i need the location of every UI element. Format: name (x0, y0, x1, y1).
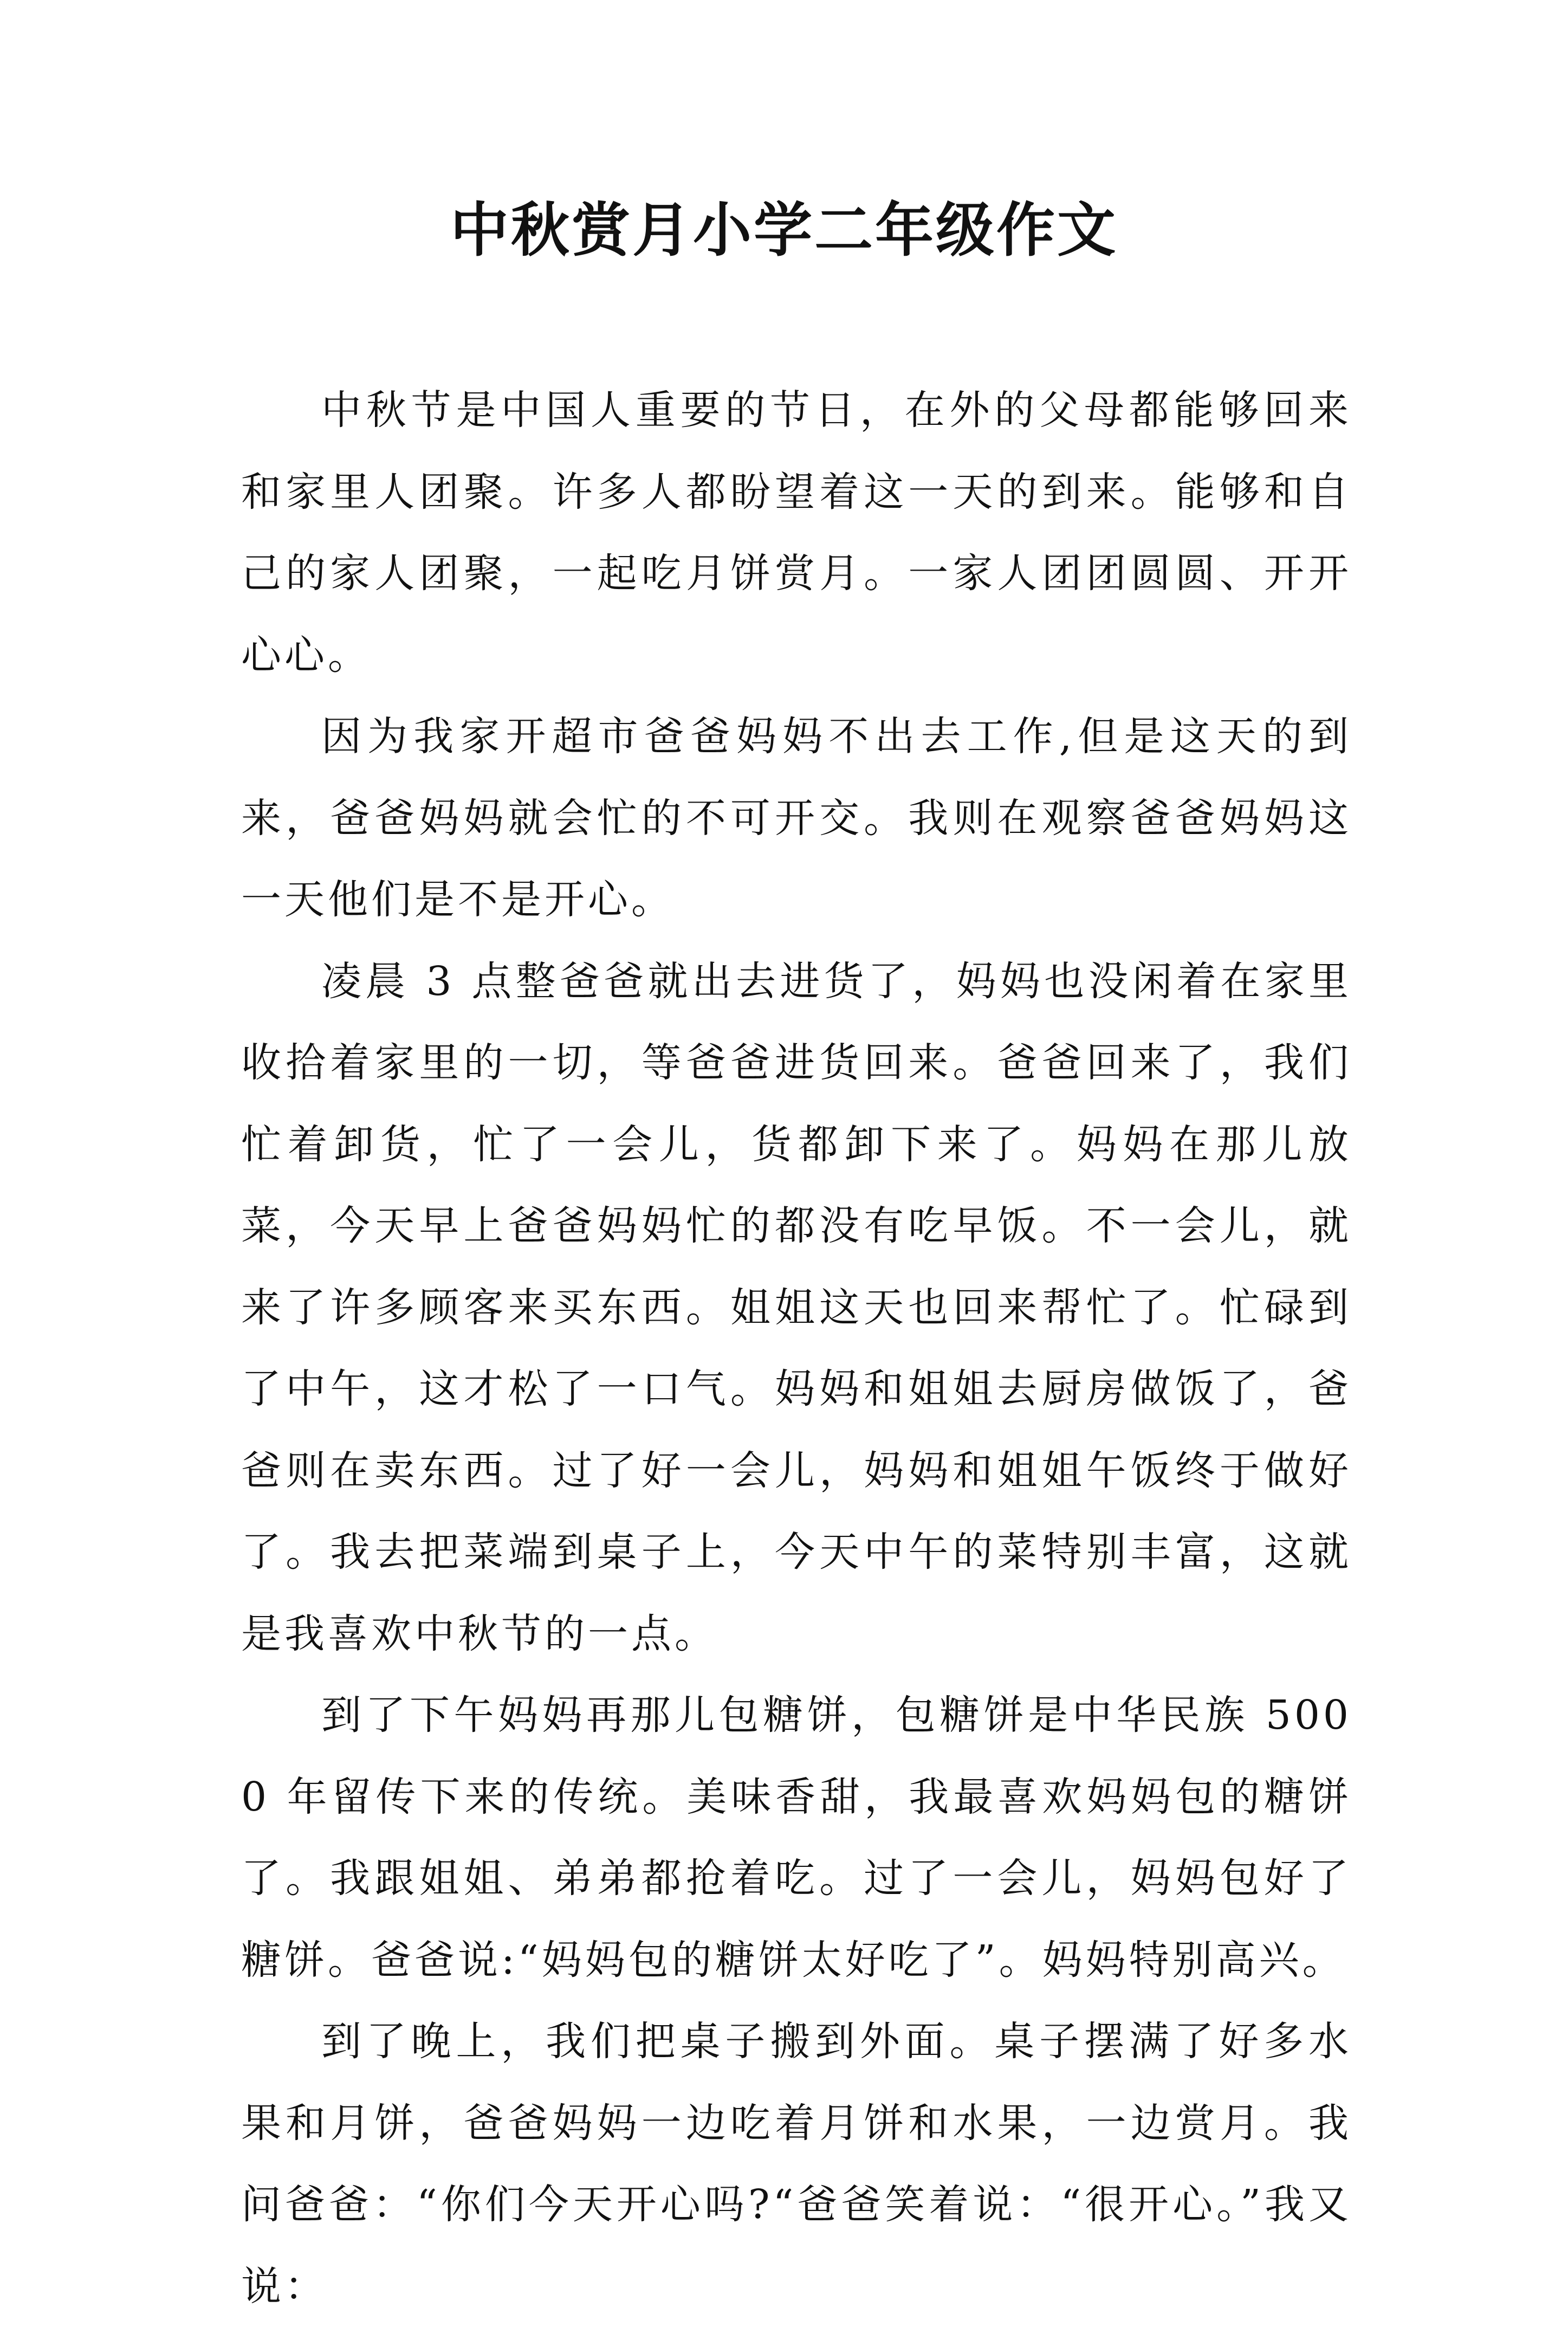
paragraph-2: 因为我家开超市爸爸妈妈不出去工作,但是这天的到来，爸爸妈妈就会忙的不可开交。我则在观察爸爸妈妈这一天他们是不是开心。 (241, 713, 1352, 923)
document-body (241, 370, 1352, 2327)
paragraph-4: 到了下午妈妈再那儿包糖饼，包糖饼是中华民族 5000 年留传下来的传统。美味香甜，我最喜欢妈妈包的糖饼了。我跟姐姐、弟弟都抢着吃。过了一会儿，妈妈包好了糖饼。爸爸说:“妈妈包的糖饼太好吃了”。妈妈特别高兴。 (241, 1692, 1352, 1983)
document-title: 中秋赏月小学二年级作文 (450, 196, 1118, 264)
paragraph-1: 中秋节是中国人重要的节日，在外的父母都能够回来和家里人团聚。许多人都盼望着这一天的到来。能够和自己的家人团聚，一起吃月饼赏月。一家人团团圆圆、开开心心。 (241, 387, 1352, 678)
paragraph-3: 凌晨 3 点整爸爸就出去进货了，妈妈也没闲着在家里收拾着家里的一切，等爸爸进货回来。爸爸回来了，我们忙着卸货，忙了一会儿，货都卸下来了。妈妈在那儿放菜，今天早上爸爸妈妈忙的都没有吃早饭。不一会儿，就来了许多顾客来买东西。姐姐这天也回来帮忙了。忙碌到了中午，这才松了一口气。妈妈和姐姐去厨房做饭了，爸爸则在卖东西。过了好一会儿，妈妈和姐姐午饭终于做好了。我去把菜端到桌子上，今天中午的菜特别丰富，这就是我喜欢中秋节的一点。 (241, 958, 1352, 1657)
paragraph-5: 到了晚上，我们把桌子搬到外面。桌子摆满了好多水果和月饼，爸爸妈妈一边吃着月饼和水果，一边赏月。我问爸爸：“你们今天开心吗?“爸爸笑着说：“很开心。”我又说： (241, 2018, 1352, 2310)
